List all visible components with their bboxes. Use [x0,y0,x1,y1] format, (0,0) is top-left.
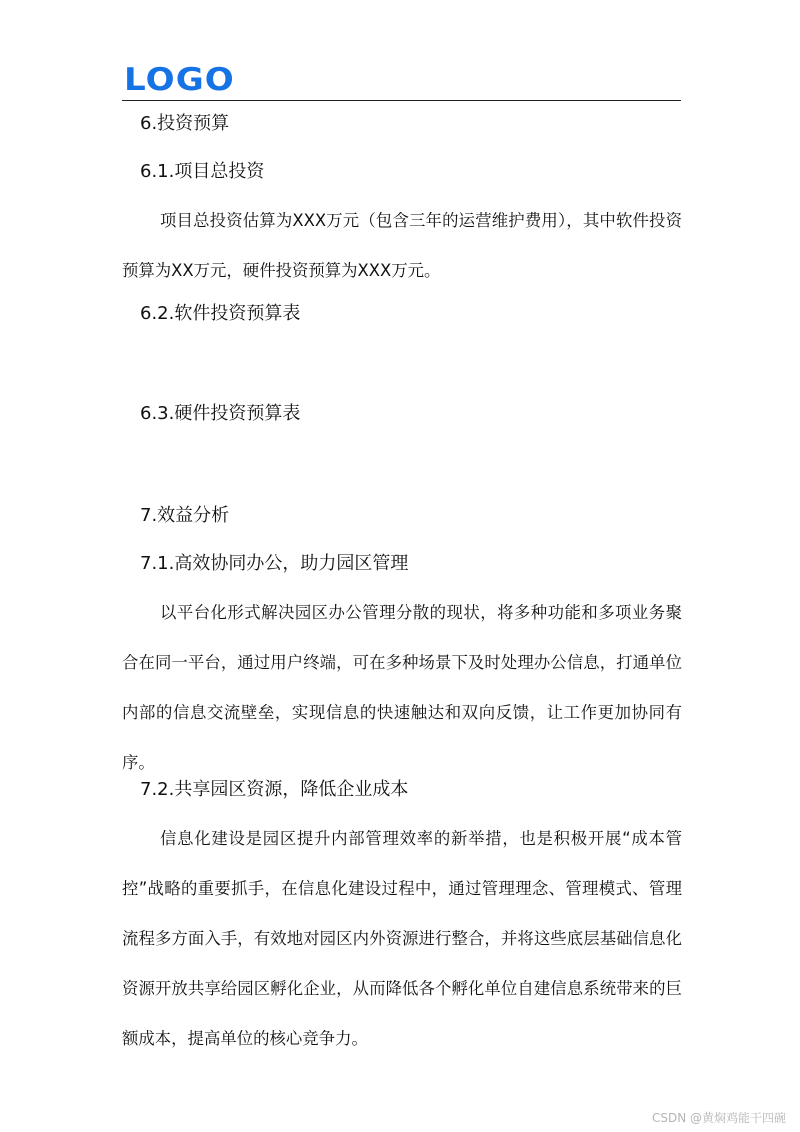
watermark: CSDN @黄焖鸡能干四碗 [651,1111,786,1125]
heading-7-2-shared-resources: 7.2.共享园区资源，降低企业成本 [140,779,409,800]
heading-6-2-software-budget-table: 6.2.软件投资预算表 [140,303,301,324]
header-divider [122,100,681,101]
heading-6-1-total-investment: 6.1.项目总投资 [140,161,265,182]
heading-6-3-hardware-budget-table: 6.3.硬件投资预算表 [140,403,301,424]
paragraph-total-investment: 项目总投资估算为XXX万元（包含三年的运营维护费用），其中软件投资预算为XX万元，硬件投资预算为XXX万元。 [122,211,682,280]
heading-6-investment-budget: 6.投资预算 [140,113,230,134]
logo: LOGO [124,62,235,98]
paragraph-collaborative-office: 以平台化形式解决园区办公管理分散的现状，将多种功能和多项业务聚合在同一平台，通过用户终端，可在多种场景下及时处理办公信息，打通单位内部的信息交流壁垒，实现信息的快速触达和双向反馈，让工作更加协同有序。 [122,603,682,772]
heading-7-1-collaborative-office: 7.1.高效协同办公，助力园区管理 [140,553,409,574]
heading-7-benefit-analysis: 7.效益分析 [140,505,230,526]
paragraph-shared-resources: 信息化建设是园区提升内部管理效率的新举措，也是积极开展“成本管控”战略的重要抓手，在信息化建设过程中，通过管理理念、管理模式、管理流程多方面入手，有效地对园区内外资源进行整合，并将这些底层基础信息化资源开放共享给园区孵化企业，从而降低各个孵化单位自建信息系统带来的巨额成本，提高单位的核心竞争力。 [122,829,682,1048]
